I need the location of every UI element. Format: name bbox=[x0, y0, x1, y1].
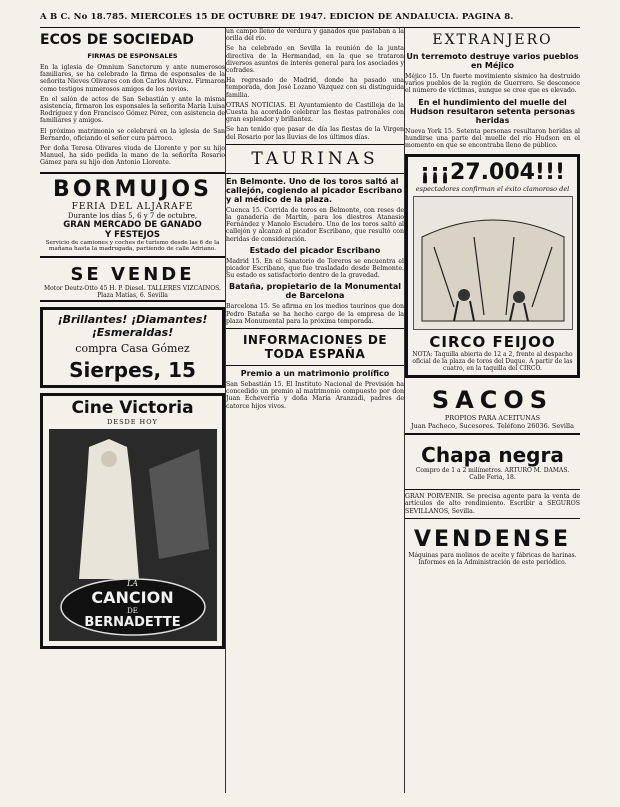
film-title: LA bbox=[126, 578, 139, 588]
classified-paragraph: GRAN PORVENIR. Se precisa agente para la venta de artículos de alto rendimiento. Escribir a SEGUROS SEVILLANOS, Sevilla. bbox=[405, 493, 580, 515]
column-1 bbox=[40, 28, 225, 793]
bormujos-ad bbox=[40, 172, 225, 258]
film-poster-illustration bbox=[49, 429, 217, 641]
ad-text: GRAN MERCADO DE GANADO bbox=[63, 219, 202, 230]
section-title: EXTRANJERO bbox=[432, 32, 553, 48]
ad-title: Cine Victoria bbox=[71, 397, 194, 418]
ad-title: Chapa negra bbox=[421, 443, 564, 468]
page-header: A B C. No 18.785. MIERCOLES 15 DE OCTUBRE DE 1947. EDICION DE ANDALUCIA. PAGINA 8. bbox=[40, 12, 514, 22]
article-headline: Un terremoto destruye varios pueblos en Méjico bbox=[406, 52, 579, 70]
article-paragraph: San Sebastián 15. El Instituto Nacional de Previsión ha concedido un premio al matrimonio compuesto por don Juan Echeverría y doña María Aranzadi, padres de catorce hijos vivos. bbox=[226, 381, 404, 410]
article-paragraph: Cuenca 15. Corrida de toros en Belmonte, con reses de la ganadería de Martín, para los diestros Atanasio Fernández y Manolo Escudero. Uno de los toros saltó al callejón y alcanzó al picador Escribano, que resultó con heridas de consideración. bbox=[226, 206, 404, 243]
ad-title: BORMUJOS bbox=[53, 176, 212, 202]
article-paragraph: Se han tenido que pasar de día las fiestas de la Virgen del Rosario por las lluvias de los últimos días. bbox=[226, 126, 404, 141]
cine-victoria-ad bbox=[40, 393, 225, 649]
article-headline: En el hundimiento del muelle del Hudson resultaron setenta personas heridas bbox=[410, 97, 575, 125]
ad-text: NOTA: Taquilla abierta de 12 a 2, frente al despacho oficial de la plaza de toros del Duque. A partir de las cuatro, en la taquilla del CIRCO. bbox=[412, 351, 573, 373]
sacos-ad bbox=[405, 383, 580, 435]
ad-title: CIRCO FEIJOO bbox=[429, 333, 556, 352]
article-paragraph: El próximo matrimonio se celebrará en la iglesia de San Bernardo, oficiando el señor cura párroco. bbox=[40, 127, 225, 142]
chapa-negra-ad bbox=[405, 440, 580, 484]
ad-text: Juan Pacheco, Sucesores. Teléfono 26036. Sevilla bbox=[410, 422, 574, 431]
ad-title: Sierpes, 15 bbox=[69, 357, 196, 382]
ad-text: Durante los días 5, 6 y 7 de octubre, bbox=[67, 211, 198, 220]
ad-title: VENDENSE bbox=[413, 526, 572, 552]
se-vende-ad bbox=[40, 263, 225, 302]
ad-text: Motor Deutz-Otto 45 H. P. Diesel. TALLERES VIZCAINOS. Plaza Matías, 6. Sevilla bbox=[44, 284, 221, 299]
circus-tent-icon bbox=[414, 197, 572, 329]
article-paragraph: Nueva York 15. Setenta personas resultaron heridas al hundirse una parte del muelle del río Hudson en el momento en que se encontraba lleno de público. bbox=[405, 127, 580, 150]
ad-subtitle: espectadores confirman el éxito clamoroso del bbox=[415, 185, 570, 194]
ad-subtitle: DESDE HOY bbox=[107, 417, 158, 426]
divider bbox=[226, 144, 404, 145]
ad-text: compra Casa Gómez bbox=[75, 341, 190, 355]
article-paragraph: Barcelona 15. Se afirma en los medios taurinos que don Pedro Bataña se ha hecho cargo de la empresa de la plaza Monumental para la próxima temporada. bbox=[226, 303, 404, 325]
article-headline: Bataña, propietario de la Monumental de Barcelona bbox=[228, 282, 402, 301]
ad-title: SACOS bbox=[431, 386, 554, 415]
article-paragraph: un campo lleno de verdura y ganados que pastaban a la orilla del río. bbox=[226, 28, 404, 43]
article-paragraph: Madrid 15. En el Sanatorio de Toreros se encuentra el picador Escribano, que fue trasladado desde Belmonte. Su estado es satisfactorio dentro de la gravedad. bbox=[226, 257, 404, 280]
ad-title: SE VENDE bbox=[70, 263, 195, 285]
divider bbox=[226, 173, 404, 174]
section-title: TAURINAS bbox=[251, 148, 379, 169]
section-title: INFORMACIONES DE TODA ESPAÑA bbox=[242, 333, 388, 362]
ad-text: Y FESTEJOS bbox=[105, 229, 160, 240]
section-title: ECOS DE SOCIEDAD bbox=[40, 32, 194, 48]
ad-text: Servicio de camiones y coches de turismo desde las 6 de la mañana hasta la madrugada, partiendo de calle Adriano. bbox=[45, 239, 220, 253]
article-headline: En Belmonte. Uno de los toros saltó al callejón, cogiendo al picador Escribano y al médico de la plaza. bbox=[226, 176, 403, 204]
casa-gomez-ad bbox=[40, 307, 225, 388]
article-paragraph: Por doña Teresa Olivares viuda de Llorente y por su hijo Manuel, ha sido pedida la mano de la señorita Rosario Gámez para su hijo don Antonio Llorente. bbox=[40, 145, 225, 167]
ad-subtitle: FERIA DEL ALJARAFE bbox=[71, 201, 194, 212]
vendense-ad bbox=[405, 524, 580, 569]
article-paragraph: OTRAS NOTICIAS. El Ayuntamiento de Castilleja de la Cuesta ha acordado celebrar las fiestas patronales con gran esplendor y brillantez. bbox=[226, 101, 404, 124]
film-title: DE bbox=[127, 606, 138, 615]
ad-text: Máquinas para molinos de aceite y fábricas de harinas. Informes en la Administración de este periódico. bbox=[408, 551, 577, 566]
article-headline: Premio a un matrimonio prolífico bbox=[240, 369, 390, 379]
ad-text: ¡Brillantes! ¡Diamantes! bbox=[57, 312, 208, 326]
article-paragraph: Ha regresado de Madrid, donde ha pasado una temporada, don José Lozano Vázquez con su distinguida familia. bbox=[226, 77, 404, 99]
circo-feijoo-ad bbox=[405, 154, 580, 378]
film-title: CANCION bbox=[91, 587, 174, 607]
column-2 bbox=[226, 28, 404, 793]
ad-subtitle: PROPIOS PARA ACEITUNAS bbox=[444, 414, 541, 423]
article-headline: Estado del picador Escribano bbox=[249, 245, 381, 255]
divider bbox=[405, 518, 580, 519]
ad-text: ¡Esmeraldas! bbox=[91, 325, 174, 339]
film-title: BERNADETTE bbox=[84, 614, 181, 630]
divider bbox=[226, 328, 404, 329]
article-paragraph: En la iglesia de Omnium Sanctorum y ante numerosos familiares, se ha celebrado la firma de esponsales de la señorita Nieves Olivares con don Carlos Alvarez. Firmaron como testigos numerosos amigos de los novios. bbox=[40, 64, 225, 93]
section-subtitle: FIRMAS DE ESPONSALES bbox=[87, 52, 178, 60]
divider bbox=[405, 489, 580, 490]
ad-text: Compro de 1 a 2 milímetros. ARTURO M. DAMAS. Calle Feria, 18. bbox=[415, 467, 570, 482]
article-paragraph: Se ha celebrado en Sevilla la reunión de la junta directiva de la Hermandad, en la que se trataron diversos asuntos de interés general para los asociados y cofrades. bbox=[226, 45, 404, 75]
divider bbox=[226, 365, 404, 366]
ad-title: ¡¡¡27.004!!! bbox=[419, 160, 566, 186]
article-paragraph: En el salón de actos de San Sebastián y ante la misma asistencia, firmaron los esponsales la señorita María Luisa Rodríguez y don Francisco Gómez Pérez, con asistencia de familiares y amigos. bbox=[40, 95, 225, 125]
article-paragraph: Méjico 15. Un fuerte movimiento sísmico ha destruido varios pueblos de la región de Guerrero. Se desconoce el número de víctimas, aunque se cree que es elevado. bbox=[405, 73, 580, 95]
column-3 bbox=[405, 28, 580, 793]
circus-tent-illustration bbox=[413, 196, 573, 330]
